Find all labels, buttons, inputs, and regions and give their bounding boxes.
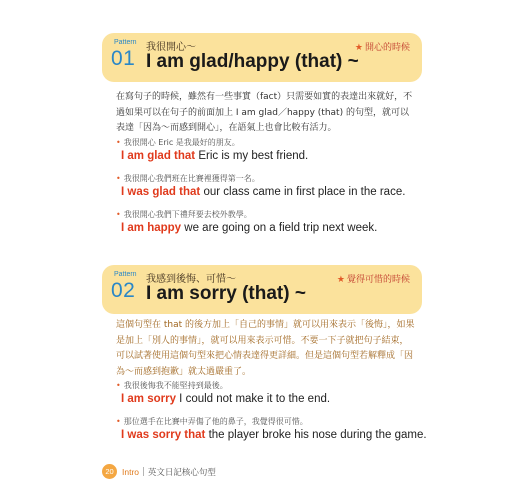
pattern-02-paragraph: 這個句型在 that 的後方加上「自己的事情」就可以用來表示「後悔」，如果是加上「別人的事情」，就可以用來表示可惜。不要一下子就把句子結束，可以試著使用這個句型來把心情表達得更詳細。但是這個句型若解釋成「因為～而感到抱歉」就太過嚴重了。 <box>116 320 415 377</box>
example-zh: • 我很開心我們下禮拜要去校外教學。 <box>116 210 252 219</box>
example-en: I am sorry I could not make it to the end. <box>121 393 331 405</box>
pattern-02-banner <box>102 265 422 314</box>
pattern-title-zh: 我很開心～ <box>146 42 196 53</box>
pattern-title-en: I am glad/happy (that) ~ <box>146 51 359 72</box>
dot-icon: • <box>116 381 121 390</box>
example-zh: • 我很開心 Eric 是我最好的朋友。 <box>116 138 240 147</box>
pattern-tag: ★ 開心的時候 <box>354 43 410 53</box>
example-en: I am glad that Eric is my best friend. <box>121 150 309 162</box>
pattern-number: 02 <box>111 279 136 302</box>
pattern-01-paragraph: 在寫句子的時候，雖然有一些事實（fact）只需要如實的表達出來就好，不過如果可以在句子的前面加上 I am glad／happy (that) 的句型，就可以表達「因為～而感到開心」，在語氣上也會比較有活力。 <box>116 92 413 133</box>
example-zh: • 那位選手在比賽中弄傷了他的鼻子，我覺得很可惜。 <box>116 417 308 426</box>
dot-icon: • <box>116 210 121 219</box>
pattern-01-banner <box>102 33 422 82</box>
pattern-title-en: I am sorry (that) ~ <box>146 283 306 304</box>
dot-icon: • <box>116 417 121 426</box>
example-en: I was sorry that the player broke his nose during the game. <box>121 429 427 441</box>
example-en: I am happy we are going on a field trip next week. <box>121 222 378 234</box>
page-number: 20 <box>102 464 117 479</box>
star-icon: ★ <box>336 275 345 285</box>
pattern-title-zh: 我感到後悔、可惜～ <box>146 274 236 285</box>
dot-icon: • <box>116 174 121 183</box>
pattern-label: Pattern <box>114 271 137 278</box>
example-zh: • 我很開心我們班在比賽裡獲得第一名。 <box>116 174 260 183</box>
pattern-tag: ★ 覺得可惜的時候 <box>336 275 410 285</box>
dot-icon: • <box>116 138 121 147</box>
star-icon: ★ <box>354 43 363 53</box>
example-zh: • 我很後悔我不能堅持到最後。 <box>116 381 228 390</box>
page-footer <box>102 464 216 479</box>
footer-separator: | <box>142 466 145 477</box>
footer-title: 英文日記核心句型 <box>147 467 216 478</box>
pattern-label: Pattern <box>114 39 137 46</box>
example-en: I was glad that our class came in first place in the race. <box>121 186 406 198</box>
pattern-number: 01 <box>111 47 136 70</box>
footer-intro: Intro <box>122 466 140 477</box>
